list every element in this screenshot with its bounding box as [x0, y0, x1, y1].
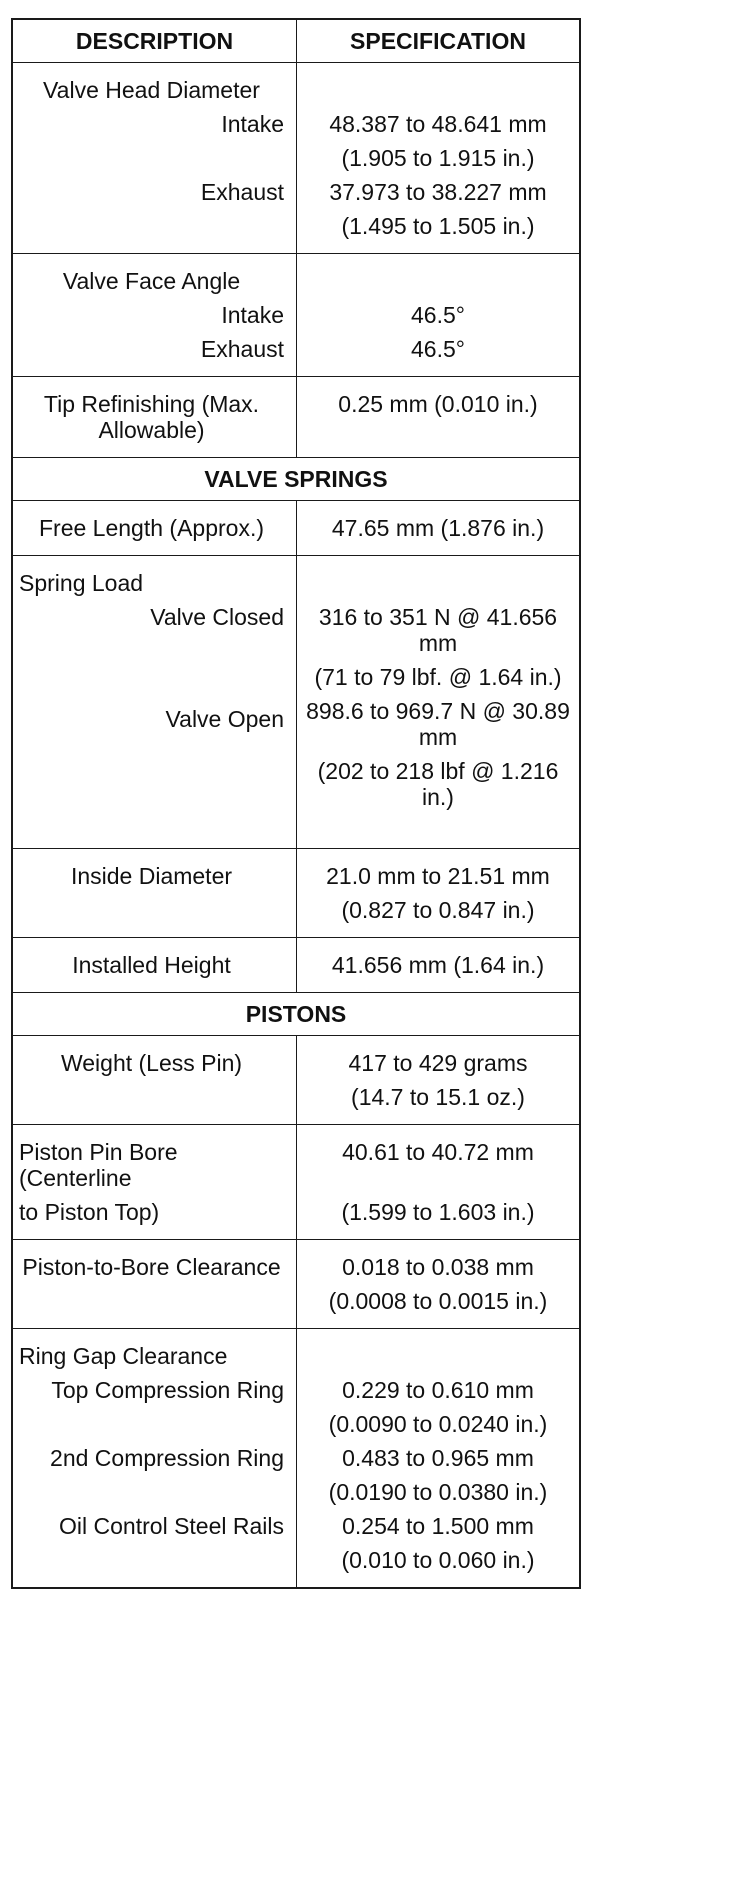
ring-gap-title: Ring Gap Clearance — [19, 1343, 228, 1369]
face-angle-title: Valve Face Angle — [62, 268, 241, 294]
valve-open-newton: 898.6 to 969.7 N @ 30.89 mm — [306, 698, 570, 750]
weight-grams: 417 to 429 grams — [348, 1050, 528, 1076]
valve-head-exhaust-in: (1.495 to 1.505 in.) — [341, 213, 535, 239]
pin-bore-label: Piston Pin Bore (Centerline — [19, 1139, 178, 1191]
free-length-value: 47.65 mm (1.876 in.) — [331, 515, 545, 541]
row-installed-height — [13, 938, 579, 993]
top-ring-in: (0.0090 to 0.0240 in.) — [328, 1411, 548, 1437]
clearance-label: Piston-to-Bore Clearance — [22, 1254, 281, 1280]
row-tip-refinishing — [13, 377, 579, 458]
face-angle-intake-label: Intake — [221, 302, 284, 328]
header-description: DESCRIPTION — [13, 20, 297, 62]
free-length-label: Free Length (Approx.) — [38, 515, 264, 541]
spring-load-title: Spring Load — [19, 570, 144, 596]
row-valve-head-diameter — [13, 63, 579, 254]
valve-closed-label: Valve Closed — [150, 604, 284, 630]
oil-rail-in: (0.010 to 0.060 in.) — [341, 1547, 535, 1573]
row-valve-face-angle — [13, 254, 579, 377]
row-inside-diameter — [13, 849, 579, 938]
valve-closed-lbf: (71 to 79 lbf. @ 1.64 in.) — [314, 664, 562, 690]
row-free-length — [13, 501, 579, 556]
valve-head-exhaust-label: Exhaust — [200, 179, 284, 205]
table-header-row — [13, 20, 579, 63]
section-pistons: PISTONS — [13, 993, 579, 1036]
inside-diameter-in: (0.827 to 0.847 in.) — [341, 897, 535, 923]
tip-refinishing-label: Tip Refinishing (Max. Allowable) — [43, 391, 260, 443]
face-angle-exhaust-value: 46.5° — [411, 336, 465, 362]
row-weight — [13, 1036, 579, 1125]
valve-open-label: Valve Open — [165, 706, 284, 732]
pin-bore-in: (1.599 to 1.603 in.) — [341, 1199, 535, 1225]
valve-open-lbf: (202 to 218 lbf @ 1.216 in.) — [317, 758, 559, 810]
valve-head-intake-label: Intake — [221, 111, 284, 137]
top-ring-label: Top Compression Ring — [51, 1377, 284, 1403]
installed-height-value: 41.656 mm (1.64 in.) — [331, 952, 545, 978]
row-ring-gap-clearance — [13, 1329, 579, 1587]
weight-label: Weight (Less Pin) — [60, 1050, 243, 1076]
tip-refinishing-value: 0.25 mm (0.010 in.) — [338, 391, 538, 417]
face-angle-intake-value: 46.5° — [411, 302, 465, 328]
top-ring-mm: 0.229 to 0.610 mm — [342, 1377, 534, 1403]
weight-ounces: (14.7 to 15.1 oz.) — [351, 1084, 525, 1110]
section-valve-springs: VALVE SPRINGS — [13, 458, 579, 501]
row-piston-to-bore-clearance — [13, 1240, 579, 1329]
valve-head-title: Valve Head Diameter — [43, 77, 260, 103]
pin-bore-label-cont: to Piston Top) — [19, 1199, 160, 1225]
installed-height-label: Installed Height — [72, 952, 231, 978]
pin-bore-mm: 40.61 to 40.72 mm — [342, 1139, 534, 1165]
valve-head-intake-in: (1.905 to 1.915 in.) — [341, 145, 535, 171]
face-angle-exhaust-label: Exhaust — [200, 336, 284, 362]
oil-rail-mm: 0.254 to 1.500 mm — [342, 1513, 534, 1539]
valve-head-exhaust-mm: 37.973 to 38.227 mm — [329, 179, 547, 205]
oil-rail-label: Oil Control Steel Rails — [59, 1513, 284, 1539]
second-ring-mm: 0.483 to 0.965 mm — [342, 1445, 534, 1471]
clearance-in: (0.0008 to 0.0015 in.) — [328, 1288, 548, 1314]
header-specification: SPECIFICATION — [350, 28, 526, 54]
row-spring-load — [13, 556, 579, 849]
clearance-mm: 0.018 to 0.038 mm — [342, 1254, 534, 1280]
valve-closed-newton: 316 to 351 N @ 41.656 mm — [318, 604, 558, 656]
valve-head-intake-mm: 48.387 to 48.641 mm — [329, 111, 547, 137]
spec-table — [11, 18, 581, 1589]
second-ring-in: (0.0190 to 0.0380 in.) — [328, 1479, 548, 1505]
second-ring-label: 2nd Compression Ring — [50, 1445, 284, 1471]
inside-diameter-label: Inside Diameter — [70, 863, 233, 889]
row-piston-pin-bore — [13, 1125, 579, 1240]
inside-diameter-mm: 21.0 mm to 21.51 mm — [326, 863, 550, 889]
